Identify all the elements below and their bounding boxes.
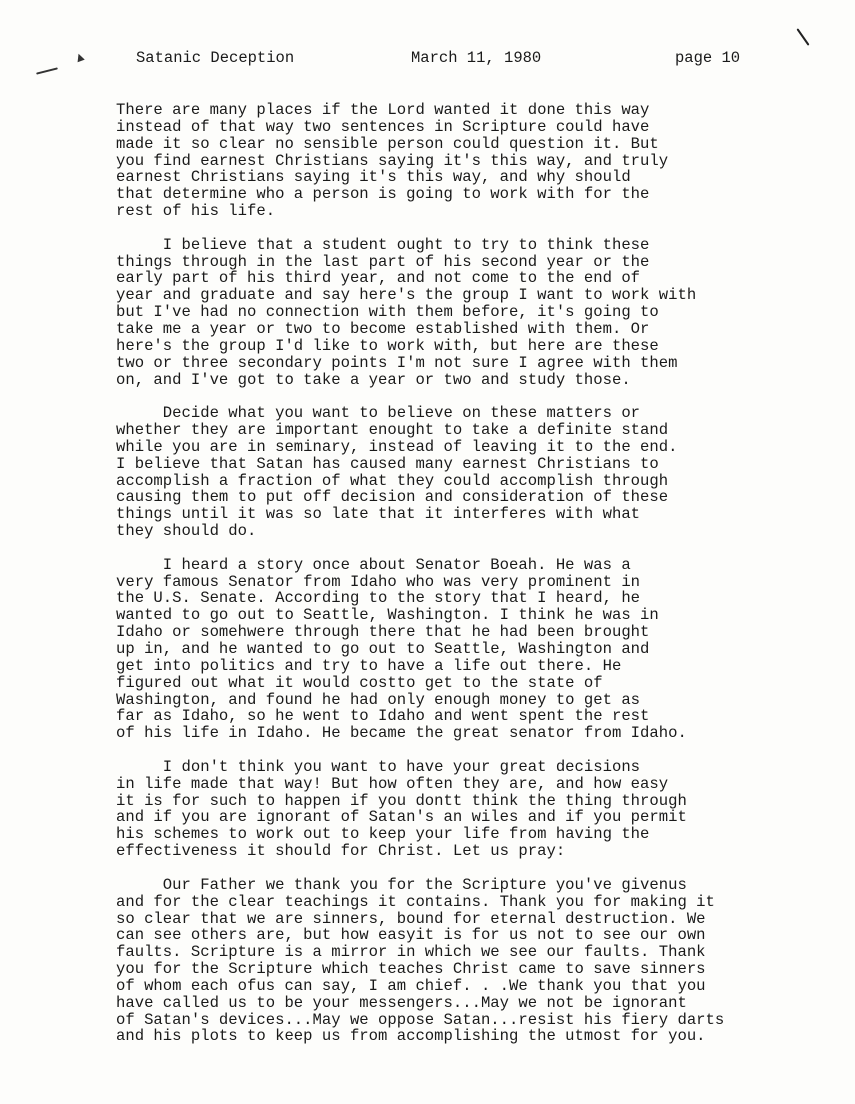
text-line: it is for such to happen if you dontt think the thing through [116, 791, 687, 810]
text-line: and if you are ignorant of Satan's an wiles and if you permit [116, 808, 687, 827]
text-line: things until it was so late that it interferes with what [116, 505, 641, 524]
text-line: Washington, and found he had only enough money to get as [116, 690, 641, 709]
text-line: here's the group I'd like to work with, but here are these [116, 336, 659, 355]
document-date: March 11, 1980 [411, 49, 542, 67]
text-line: I believe that Satan has caused many earnest Christians to [116, 454, 659, 473]
text-line: Decide what you want to believe on these matters or [116, 404, 641, 423]
text-line: and his plots to keep us from accomplishing the utmost for you. [116, 1027, 706, 1046]
text-line: Idaho or somehwere through there that he had been brought [116, 623, 650, 642]
text-line: Our Father we thank you for the Scripture you've givenus [116, 875, 687, 894]
text-line: I heard a story once about Senator Boeah. He was a [116, 555, 631, 574]
text-line: but I've had no connection with them before, it's going to [116, 303, 659, 322]
text-line: I believe that a student ought to try to think these [116, 235, 650, 254]
stray-ink-mark: ▲ [74, 51, 86, 64]
text-line: while you are in seminary, instead of leaving it to the end. [116, 437, 678, 456]
text-line: instead of that way two sentences in Scripture could have [116, 117, 650, 136]
text-line: his schemes to work out to keep your life from having the [116, 825, 650, 844]
text-line: whether they are important enought to take a definite stand [116, 421, 669, 440]
text-line: in life made that way! But how often they are, and how easy [116, 774, 669, 793]
text-line: causing them to put off decision and consideration of these [116, 488, 669, 507]
text-line: on, and I've got to take a year or two and study those. [116, 370, 631, 389]
text-line: far as Idaho, so he went to Idaho and went spent the rest [116, 707, 650, 726]
text-line: and for the clear teachings it contains. Thank you for making it [116, 892, 715, 911]
text-line: two or three secondary points I'm not sure I agree with them [116, 353, 678, 372]
paragraph [116, 759, 806, 860]
text-line: rest of his life. [116, 202, 276, 221]
text-line: earnest Christians saying it's this way, and why should [116, 168, 631, 187]
text-line: the U.S. Senate. According to the story that I heard, he [116, 589, 641, 608]
text-line: wanted to go out to Seattle, Washington. I think he was in [116, 606, 659, 625]
text-line: figured out what it would costto get to the state of [116, 673, 603, 692]
text-line: faults. Scripture is a mirror in which we see our faults. Thank [116, 943, 706, 962]
text-line: you find earnest Christians saying it's this way, and truly [116, 151, 669, 170]
page-number: page 10 [675, 49, 741, 67]
paragraph [116, 237, 806, 389]
page-header [0, 49, 855, 71]
text-line: get into politics and try to have a life out there. He [116, 656, 622, 675]
text-line: that determine who a person is going to work with for the [116, 185, 650, 204]
text-line: have called us to be your messengers...May we not be ignorant [116, 993, 687, 1012]
text-line: early part of his third year, and not come to the end of [116, 269, 641, 288]
text-line: so clear that we are sinners, bound for eternal destruction. We [116, 909, 706, 928]
paragraph [116, 405, 806, 540]
document-title: Satanic Deception [136, 49, 295, 67]
text-line: year and graduate and say here's the group I want to work with [116, 286, 697, 305]
text-line: very famous Senator from Idaho who was very prominent in [116, 572, 641, 591]
text-line: of Satan's devices...May we oppose Satan...resist his fiery darts [116, 1010, 725, 1029]
text-line: you for the Scripture which teaches Christ came to save sinners [116, 960, 706, 979]
text-line: There are many places if the Lord wanted it done this way [116, 101, 650, 119]
paragraph [116, 102, 806, 220]
paragraph [116, 877, 806, 1045]
text-line: can see others are, but how easyit is for us not to see our own [116, 926, 706, 945]
text-line: up in, and he wanted to go out to Seattle, Washington and [116, 640, 650, 658]
text-line: made it so clear no sensible person could question it. But [116, 134, 659, 153]
text-line: of whom each ofus can say, I am chief. . .We thank you that you [116, 976, 706, 995]
stray-ink-stroke-corner [796, 28, 809, 46]
paragraph [116, 557, 806, 742]
text-line: they should do. [116, 522, 257, 541]
text-line: of his life in Idaho. He became the great senator from Idaho. [116, 724, 687, 743]
text-line: accomplish a fraction of what they could accomplish through [116, 471, 669, 490]
text-line: I don't think you want to have your great decisions [116, 757, 641, 776]
document-body [116, 102, 806, 1062]
text-line: effectiveness it should for Christ. Let us pray: [116, 842, 566, 861]
text-line: things through in the last part of his second year or the [116, 252, 650, 271]
text-line: take me a year or two to become established with them. Or [116, 319, 650, 338]
